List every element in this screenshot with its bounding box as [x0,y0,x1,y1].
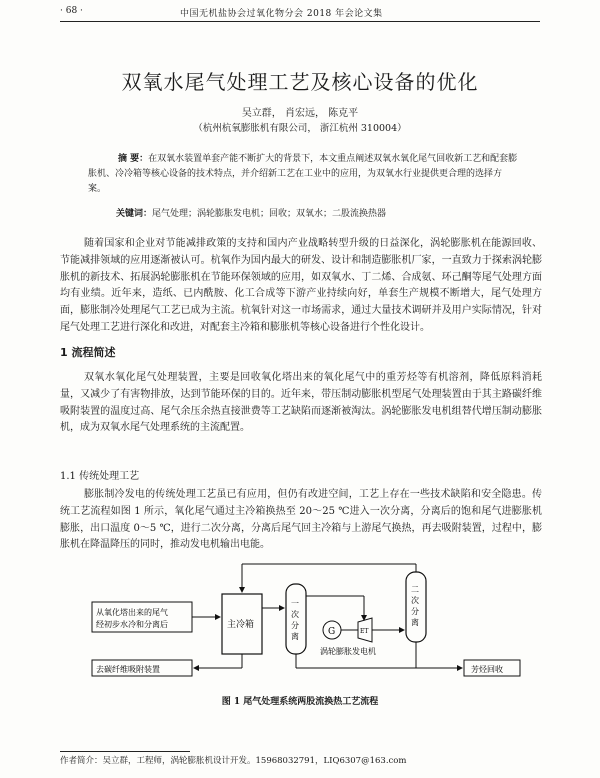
keywords-text: 尾气处理；涡轮膨胀发电机；回收；双氧水；二股流换热器 [152,209,387,219]
aromatics-label: 芳烃回收 [471,665,503,674]
page-header [60,6,540,20]
sep2-char-1: 二 [411,585,419,594]
affiliation: （杭州杭氧膨胀机有限公司， 浙江杭州 310004） [193,123,407,134]
sep2-char-3: 分 [411,607,419,616]
abstract-text: 在双氧水装置单套产能不断扩大的背景下，本文重点阐述双氧水氧化尾气回收新工艺和配套膨胀机、冷冷箱等核心设备的技术特点，并介绍新工艺在工业中的应用，为双氧水行业提供更合理的选择方案。 [88,154,518,194]
primary-separator [286,584,306,654]
sep1-char-4: 离 [291,632,299,641]
sep1-char-2: 次 [291,610,299,619]
keywords [116,206,516,219]
input-label-line2: 经初步水冷和分离后 [96,620,168,629]
adsorber-label: 去碳纤维吸附装置 [96,665,160,674]
keywords-label: 关键词： [116,209,153,219]
process-flow-figure [88,556,524,686]
header-rule [60,21,540,22]
abstract [88,152,518,197]
paper-title: 双氧水尾气处理工艺及核心设备的优化 [121,70,479,94]
turbine-caption: 涡轮膨胀发电机 [320,647,376,656]
authors: 吴立群， 肖宏远， 陈克平 [241,108,359,119]
sep2-char-4: 离 [411,618,419,627]
subsection-heading: 1.1 传统处理工艺 [60,471,140,482]
journal-name: 中国无机盐协会过氧化物分会 2018 年会论文集 [180,9,383,19]
abstract-label: 摘 要： [118,154,149,164]
paragraph-overview: 双氧水氧化尾气处理装置，主要是回收氧化塔出来的氧化尾气中的重芳烃等有机溶剂，降低原料消耗量，又减少了有害物排放，达到节能环保的目的。近年来，带压制动膨胀机型尾气处理装置由于其主路碳纤维吸附装置的温度过高、尾气余压余热直接泄费等工艺缺陷而逐渐被淘汰。涡轮膨胀发电机组替代增压制动膨胀机，成为双氧水尾气处理系统的主流配置。 [60,372,542,434]
main-cold-box-label: 主冷箱 [227,620,255,630]
input-label-line1: 从氧化塔出来的尾气 [96,608,168,617]
paragraph-intro: 随着国家和企业对节能减排政策的支持和国内产业战略转型升级的日益深化，涡轮膨胀机在能源回收、节能减排领域的应用逐渐被认可。杭氧作为国内最大的研发、设计和制造膨胀机厂家，一直致力于探索涡轮膨胀机的新技术、拓展涡轮膨胀机在节能环保领域的应用，如双氧水、丁二烯、合成氨、环己酮等尾气处理方面均有业绩。近年来，造纸、已内酰胺、化工合成等下游产业持续向好，单套生产规模不断增大，尾气处理方面，膨胀制冷处理尾气工艺已成为主流。杭氧针对这一市场需求，通过大量技术调研并及用户实际情况，针对尾气处理工艺进行深化和改进，对配套主冷箱和膨胀机等核心设备进行个性化设计。 [60,238,542,333]
expander-label: ET [360,628,369,635]
page-number: · 68 · [60,6,83,16]
sep1-char-1: 一 [291,599,299,608]
footnote-rule [60,751,190,752]
sep1-char-3: 分 [291,621,299,630]
author-footnote: 作者简介：吴立群，工程师，涡轮膨胀机设计开发。15968032791，LIQ6307@163.com [60,756,407,766]
generator-label: G [328,627,336,637]
section-heading: 1 流程简述 [60,346,116,359]
paragraph-traditional: 膨胀制冷发电的传统处理工艺虽已有应用，但仍有改进空间，工艺上存在一些技术缺陷和安全隐患。传统工艺流程如图 1 所示，氧化尾气通过主冷箱换热至 20～25 ℃进入一次分离，分离后的饱和尾气进膨胀机膨胀，出口温度 0～5 ℃，进行二次分离，分离后尾气回主冷箱与上游尾气换热，再去吸附装置，过程中，膨胀机在降温降压的同时，推动发电机输出电能。 [60,489,542,551]
sep2-char-2: 次 [411,596,419,605]
figure-caption: 图 1 尾气处理系统两股流换热工艺流程 [221,697,379,707]
